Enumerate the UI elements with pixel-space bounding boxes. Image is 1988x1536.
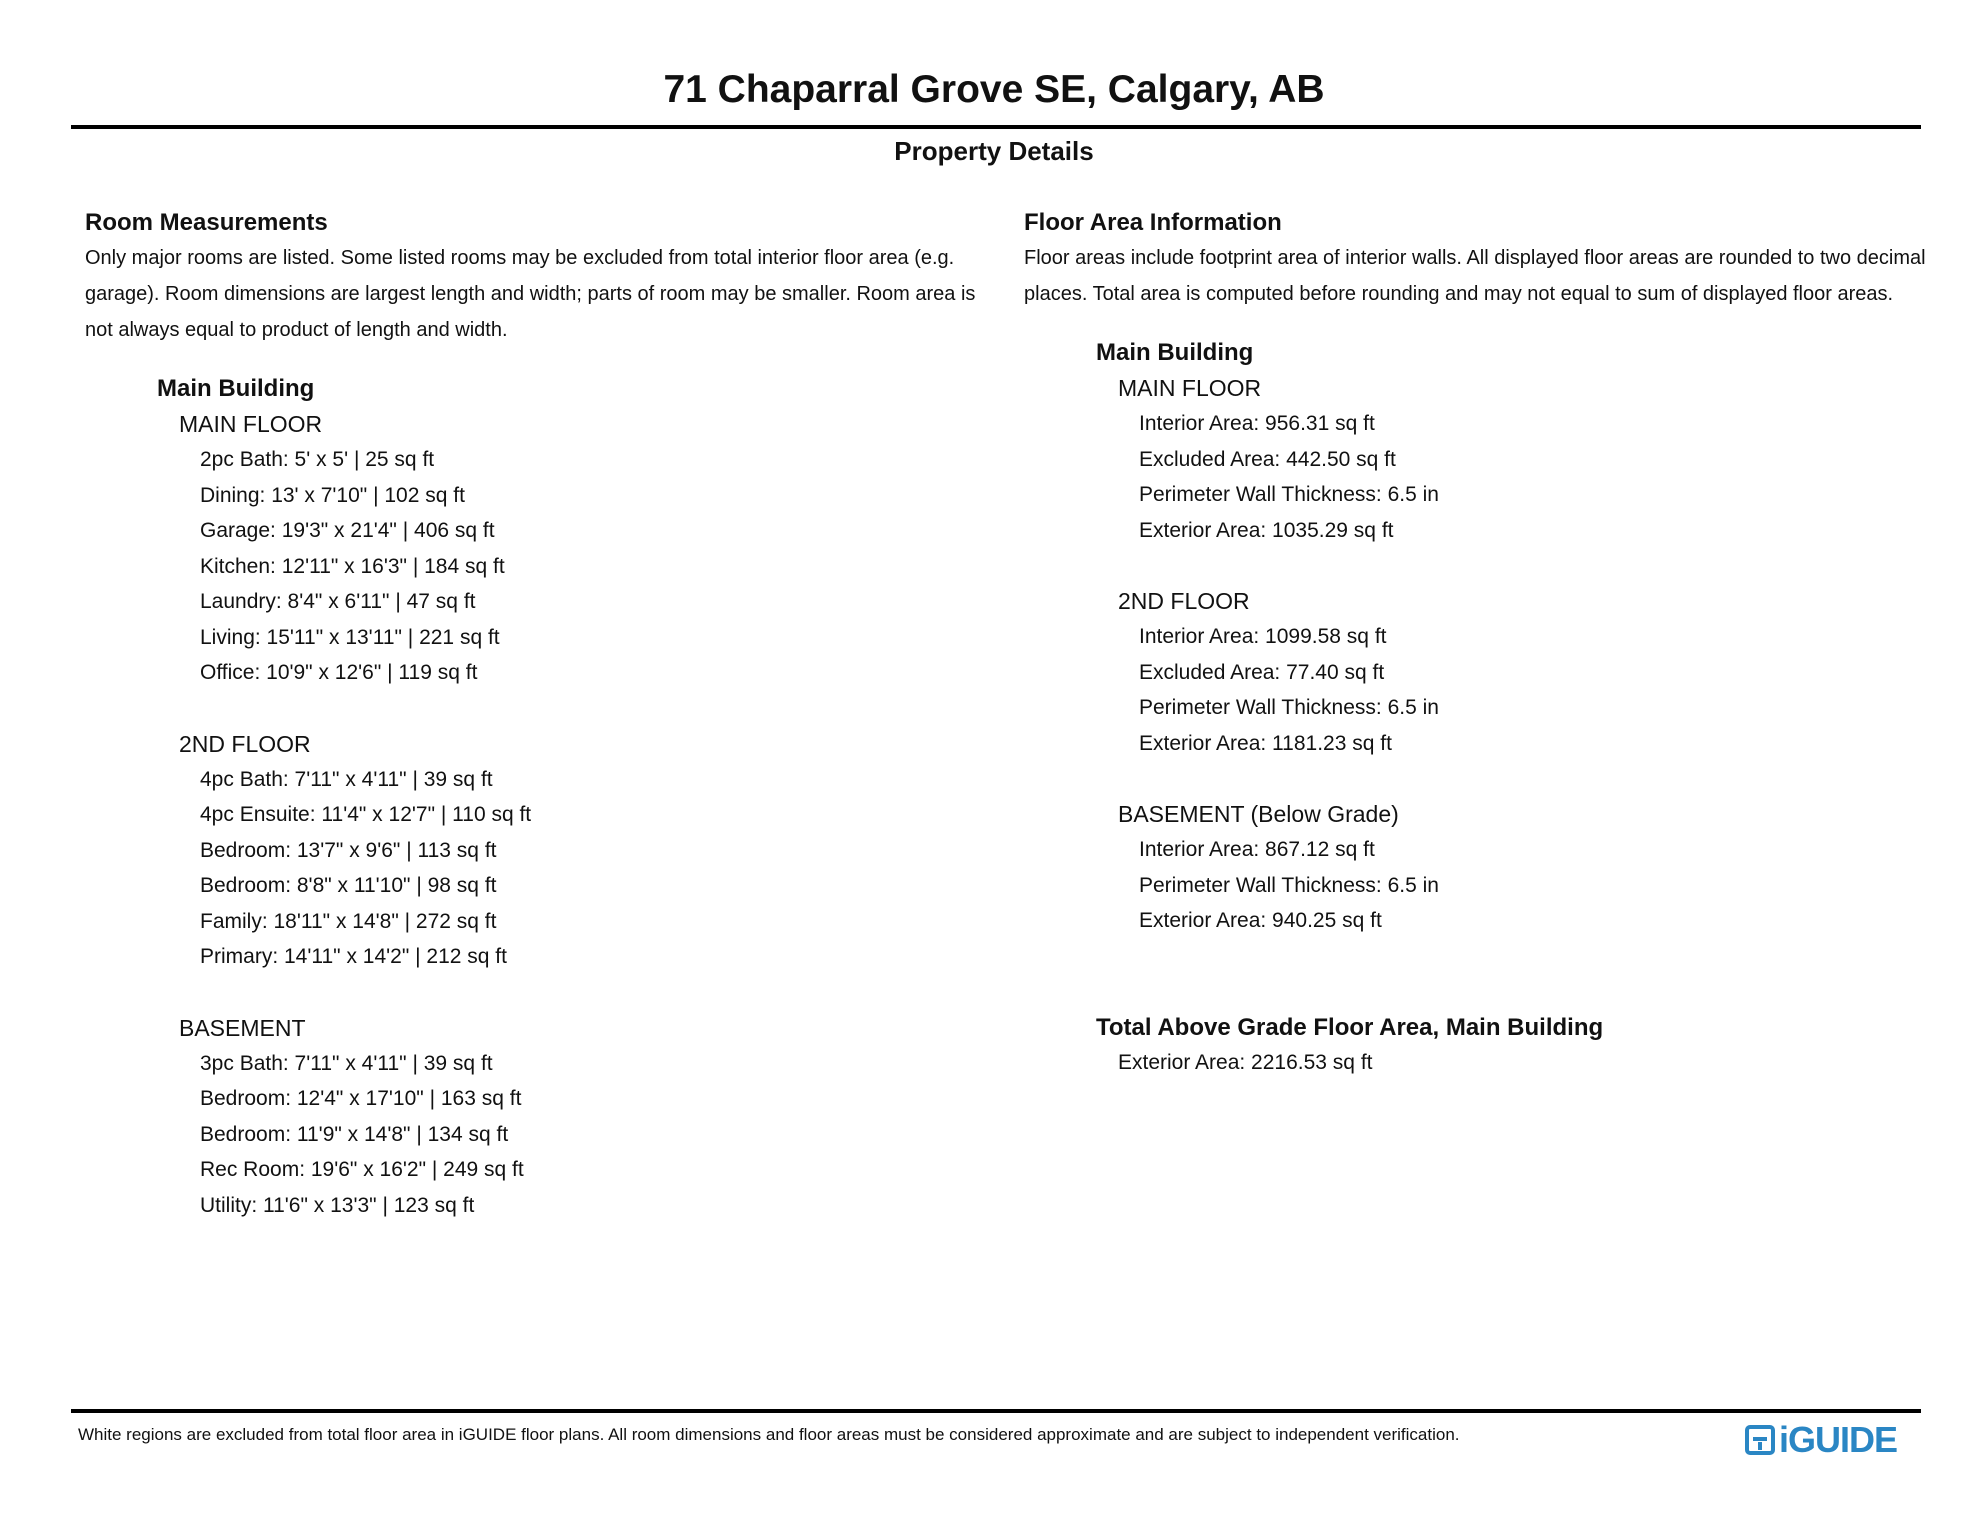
floor-name: 2ND FLOOR (1118, 588, 1250, 614)
room-row: Bedroom: 11'9" x 14'8" | 134 sq ft (200, 1122, 509, 1146)
area-row: Perimeter Wall Thickness: 6.5 in (1139, 483, 1439, 506)
header-divider (71, 125, 1921, 129)
floor-area-building-group (1096, 336, 1934, 1081)
footer-disclaimer: White regions are excluded from total floor area in iGUIDE floor plans. All room dimensions and floor areas must be considered approximate and are subject to independent verification. (78, 1425, 1460, 1444)
floor-area-description: Floor areas include footprint area of interior walls. All displayed floor areas are rounded to two decimal places. Total area is computed before rounding and may not equal to sum of displayed floor areas. (1024, 247, 1926, 305)
floor-name: BASEMENT (179, 1014, 306, 1041)
room-row: Dining: 13' x 7'10" | 102 sq ft (200, 483, 465, 507)
room-row: Utility: 11'6" x 13'3" | 123 sq ft (200, 1193, 475, 1217)
room-row: Family: 18'11" x 14'8" | 272 sq ft (200, 909, 497, 933)
room-row: 2pc Bath: 5' x 5' | 25 sq ft (200, 448, 435, 471)
area-row: Interior Area: 956.31 sq ft (1139, 412, 1375, 435)
floor-block-2nd (179, 726, 985, 975)
floor-name: 2ND FLOOR (179, 730, 311, 757)
building-name: Main Building (1096, 339, 1254, 366)
iguide-logo-icon (1745, 1425, 1775, 1455)
area-row: Perimeter Wall Thickness: 6.5 in (1139, 696, 1439, 719)
room-row: Living: 15'11" x 13'11" | 221 sq ft (200, 625, 500, 649)
total-area-row: Exterior Area: 2216.53 sq ft (1118, 1050, 1373, 1074)
room-row: 3pc Bath: 7'11" x 4'11" | 39 sq ft (200, 1051, 493, 1075)
room-row: Office: 10'9" x 12'6" | 119 sq ft (200, 661, 478, 684)
floor-area-block-basement (1118, 796, 1934, 939)
floor-block-main (179, 406, 985, 691)
floor-name: BASEMENT (Below Grade) (1118, 801, 1399, 827)
room-measurements-building-group (157, 372, 985, 1223)
iguide-logo (1745, 1420, 1897, 1460)
area-row: Exterior Area: 1181.23 sq ft (1139, 731, 1392, 755)
footer-divider (71, 1409, 1921, 1413)
area-row: Excluded Area: 442.50 sq ft (1139, 447, 1396, 471)
room-measurements-section (85, 206, 985, 1223)
total-area-heading: Total Above Grade Floor Area, Main Building (1096, 1013, 1604, 1041)
room-measurements-description: Only major rooms are listed. Some listed rooms may be excluded from total interior floor area (e.g. garage). Room dimensions are largest length and width; parts of room may be smaller. Room area is not always equal to product of length and width. (85, 247, 976, 341)
floor-area-section (1024, 206, 1934, 1081)
floor-area-heading: Floor Area Information (1024, 209, 1282, 236)
floor-area-block-2nd (1118, 583, 1934, 761)
room-row: Kitchen: 12'11" x 16'3" | 184 sq ft (200, 554, 505, 578)
area-row: Exterior Area: 1035.29 sq ft (1139, 518, 1394, 542)
room-measurements-heading: Room Measurements (85, 209, 328, 236)
floor-block-basement (179, 1010, 985, 1224)
area-row: Interior Area: 867.12 sq ft (1139, 838, 1375, 861)
room-row: 4pc Bath: 7'11" x 4'11" | 39 sq ft (200, 767, 493, 791)
floor-area-block-main (1118, 370, 1934, 548)
room-row: 4pc Ensuite: 11'4" x 12'7" | 110 sq ft (200, 803, 532, 826)
area-row: Excluded Area: 77.40 sq ft (1139, 660, 1385, 684)
page-subtitle: Property Details (894, 136, 1094, 166)
area-row: Exterior Area: 940.25 sq ft (1139, 909, 1382, 932)
room-row: Bedroom: 12'4" x 17'10" | 163 sq ft (200, 1087, 522, 1110)
room-row: Rec Room: 19'6" x 16'2" | 249 sq ft (200, 1158, 524, 1181)
floor-name: MAIN FLOOR (1118, 375, 1262, 401)
room-row: Bedroom: 13'7" x 9'6" | 113 sq ft (200, 838, 497, 862)
area-row: Perimeter Wall Thickness: 6.5 in (1139, 873, 1439, 897)
room-row: Garage: 19'3" x 21'4" | 406 sq ft (200, 519, 495, 542)
area-row: Interior Area: 1099.58 sq ft (1139, 625, 1387, 648)
room-row: Laundry: 8'4" x 6'11" | 47 sq ft (200, 590, 476, 613)
floor-name: MAIN FLOOR (179, 411, 323, 437)
iguide-logo-text: iGUIDE (1779, 1419, 1898, 1460)
page-title: 71 Chaparral Grove SE, Calgary, AB (663, 68, 1325, 111)
room-row: Primary: 14'11" x 14'2" | 212 sq ft (200, 945, 507, 968)
building-name: Main Building (157, 375, 315, 402)
room-row: Bedroom: 8'8" x 11'10" | 98 sq ft (200, 874, 497, 897)
